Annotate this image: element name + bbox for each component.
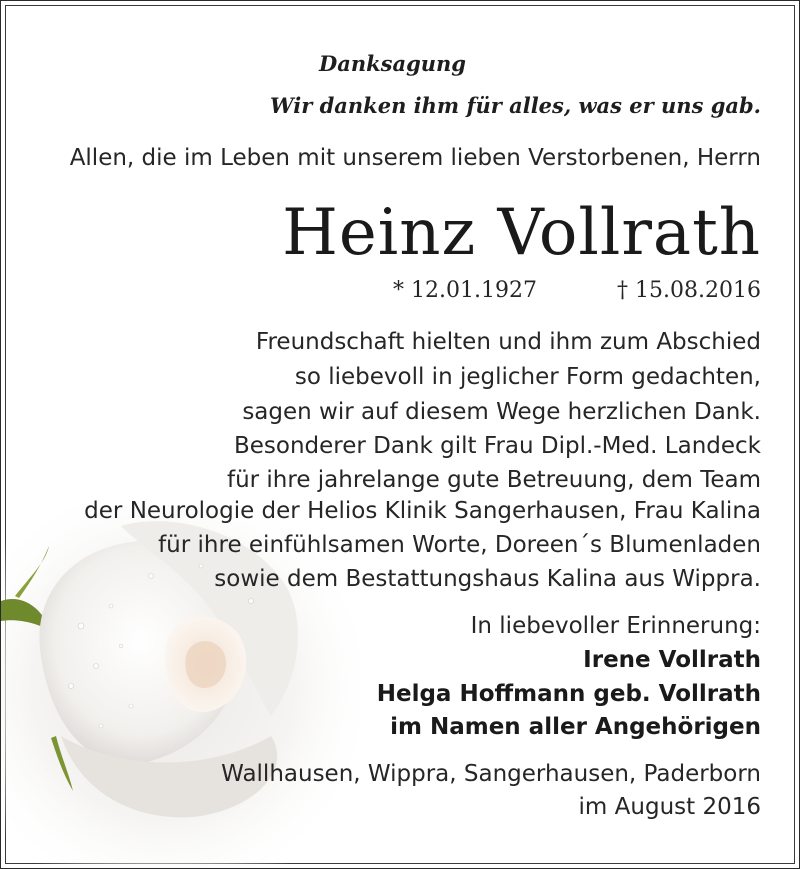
heading-quote: Wir danken ihm für alles, was er uns gab. <box>270 93 761 118</box>
body-line: Freundschaft hielten und ihm zum Abschied <box>255 329 761 355</box>
body-line: für ihre einfühlsamen Worte, Doreen´s Blumenladen <box>158 532 761 558</box>
white-rose-image <box>1 506 361 869</box>
body-line: sagen wir auf diesem Wege herzlichen Dank. <box>242 399 761 425</box>
body-line: der Neurologie der Helios Klinik Sangerhausen, Frau Kalina <box>84 498 761 524</box>
body-line: sowie dem Bestattungshaus Kalina aus Wippra. <box>214 566 761 592</box>
heading-title: Danksagung <box>319 51 466 76</box>
signature-intro: In liebevoller Erinnerung: <box>470 613 761 639</box>
signature-name: im Namen aller Angehörigen <box>390 714 761 740</box>
footer-date: im August 2016 <box>578 794 761 820</box>
death-date: † 15.08.2016 <box>617 278 761 303</box>
body-line: Besonderer Dank gilt Frau Dipl.-Med. Landeck <box>233 433 761 459</box>
footer-places: Wallhausen, Wippra, Sangerhausen, Paderborn <box>221 761 761 787</box>
intro-text: Allen, die im Leben mit unserem lieben Verstorbenen, Herrn <box>69 145 761 171</box>
body-line: für ihre jahrelange gute Betreuung, dem Team <box>226 467 761 493</box>
birth-date: * 12.01.1927 <box>393 278 537 303</box>
body-line: so liebevoll in jeglicher Form gedachten, <box>294 364 761 390</box>
deceased-name: Heinz Vollrath <box>282 196 761 270</box>
signature-name: Irene Vollrath <box>583 647 761 673</box>
signature-name: Helga Hoffmann geb. Vollrath <box>376 681 761 707</box>
